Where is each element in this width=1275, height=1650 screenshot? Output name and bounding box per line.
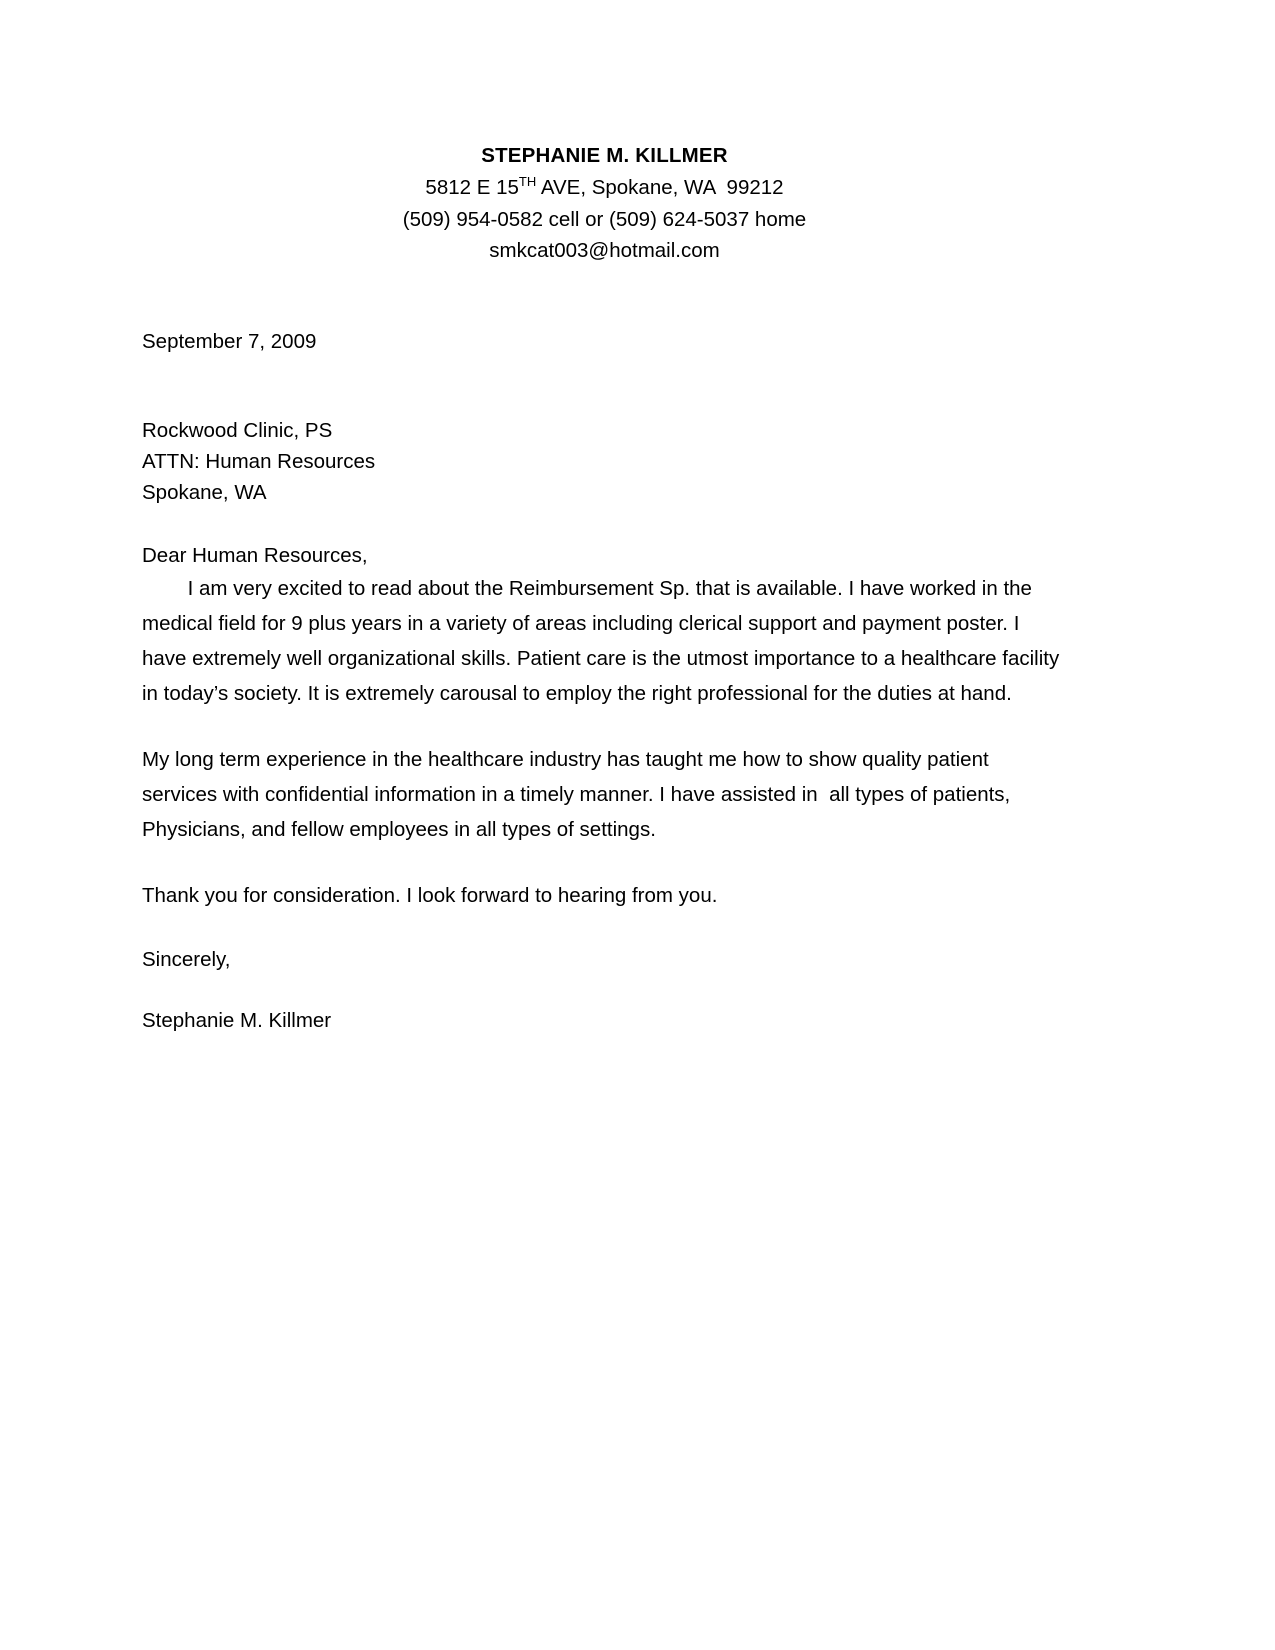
sender-address: [142, 172, 1067, 204]
sender-phone: (509) 954-0582 cell or (509) 624-5037 home: [402, 207, 807, 231]
address-suffix: AVE, Spokane, WA 99212: [536, 176, 784, 199]
letterhead: [142, 0, 1067, 267]
recipient-address: [142, 415, 1067, 508]
body-paragraph-3: Thank you for consideration. I look forward to hearing from you.: [142, 883, 718, 907]
letter-content: [142, 0, 1067, 1036]
closing-line: Sincerely,: [142, 947, 231, 971]
body-paragraph-1: I am very excited to read about the Reimbursement Sp. that is available. I have worked in the medical field for 9 plus years in a variety of areas including clerical support and payment poster. I have extremely well organizational skills. Patient care is the utmost importance to a healthcare facility in today’s society. It is extremely carousal to employ the right professional for the duties at hand.: [142, 576, 1065, 705]
sender-email: smkcat003@hotmail.com: [489, 239, 720, 262]
address-prefix: 5812 E 15: [425, 176, 519, 199]
address-ordinal-suffix: TH: [518, 174, 537, 190]
signature-name: Stephanie M. Killmer: [142, 1008, 332, 1032]
recipient-city-state: Spokane, WA: [142, 480, 267, 504]
body-paragraph-2: My long term experience in the healthcare industry has taught me how to show quality patient services with confidential information in a timely manner. I have assisted in all types of patients, Physicians, and fellow employees in all types of settings.: [142, 747, 1016, 841]
sender-name: STEPHANIE M. KILLMER: [481, 144, 728, 167]
salutation: Dear Human Resources,: [142, 543, 368, 567]
recipient-company: Rockwood Clinic, PS: [142, 418, 333, 442]
recipient-attention: ATTN: Human Resources: [142, 449, 376, 473]
letter-date: September 7, 2009: [142, 329, 317, 353]
